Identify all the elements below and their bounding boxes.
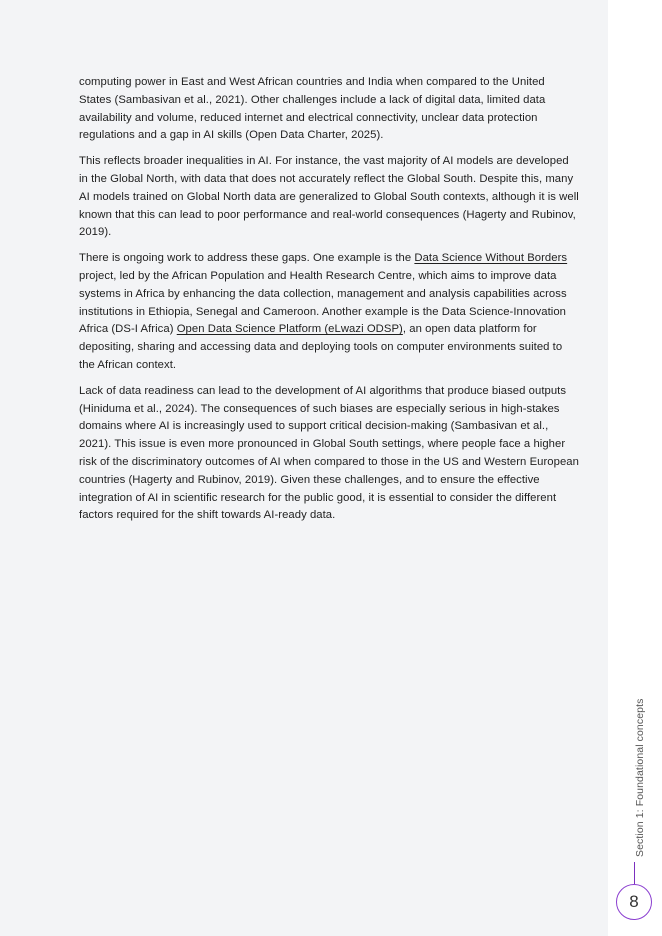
paragraph-2: This reflects broader inequalities in AI. For instance, the vast majority of AI models are developed in the Global North, with data that does not accurately reflect the Global South. Despite this, many AI models trained on Global North data are generalized to Global South contexts, although it is well known that this can lead to poor performance and real-world consequences (Hagerty and Rubinov, 2019).	[79, 155, 579, 239]
section-divider-line	[634, 862, 635, 884]
paragraph-3-text-b: project, led by the African Population and Health Research Centre, which aims to improve data systems in Africa by enhancing the data collection, management and analysis capabilities across institutions in Ethiopia, Senegal and Cameroon. Another example is the Data Science-Innovation Africa (DS-I Africa)	[79, 269, 567, 336]
body-text	[79, 74, 579, 533]
paragraph-1: computing power in East and West African countries and India when compared to the United States (Sambasivan et al., 2021). Other challenges include a lack of digital data, limited data availability and volume, reduced internet and electrical connectivity, unclear data protection regulations and a gap in AI skills (Open Data Charter, 2025).	[79, 76, 546, 142]
page-number: 8	[616, 884, 652, 920]
paragraph-3	[79, 250, 579, 375]
section-label: Section 1: Foundational concepts	[634, 698, 646, 857]
paragraph-3-text-c: , an open data platform for depositing, sharing and accessing data and deploying tools on computer environments suited to the African context.	[79, 323, 563, 371]
paragraph-4: Lack of data readiness can lead to the development of AI algorithms that produce biased outputs (Hiniduma et al., 2024). The consequences of such biases are especially serious in high-stakes domains where AI is increasingly used to support critical decision-making (Sambasivan et al., 2021). This issue is even more pronounced in Global South settings, where people face a higher risk of the discriminatory outcomes of AI when compared to those in the US and Western European countries (Hagerty and Rubinov, 2019). Given these challenges, and to ensure the effective integration of AI in scientific research for the public good, it is essential to consider the different factors required for the shift towards AI-ready data.	[79, 384, 579, 522]
elwazi-odsp-link[interactable]: Open Data Science Platform (eLwazi ODSP)	[176, 323, 403, 336]
paragraph-3-text-a: There is ongoing work to address these gaps. One example is the	[79, 252, 415, 265]
data-science-without-borders-link[interactable]: Data Science Without Borders	[414, 252, 568, 265]
